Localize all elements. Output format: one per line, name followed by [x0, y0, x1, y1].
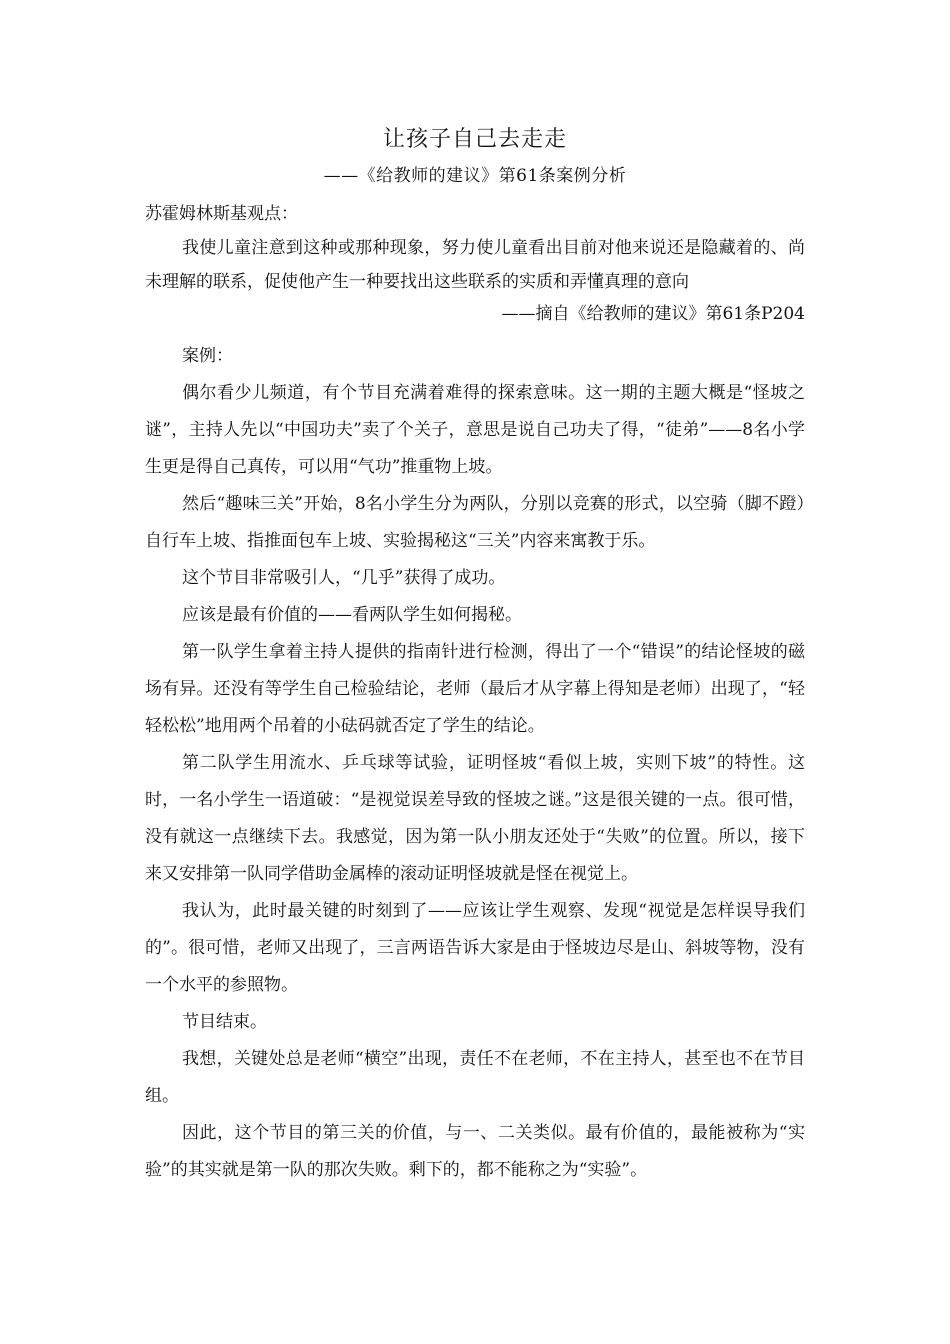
page-subtitle: ——《给教师的建议》第61条案例分析: [323, 166, 627, 186]
paragraph: 然后“趣味三关”开始，8名小学生分为两队，分别以竞赛的形式，以空骑（脚不蹬）自行车上坡、指推面包车上坡、实验揭秘这“三关”内容来寓教于乐。: [145, 494, 805, 551]
paragraph: 节目结束。: [182, 1012, 267, 1032]
quote-source: ——摘自《给教师的建议》第61条P204: [501, 304, 805, 324]
paragraph: 我想，关键处总是老师“横空”出现，责任不在老师，不在主持人，甚至也不在节目组。: [145, 1049, 805, 1106]
paragraph: 第一队学生拿着主持人提供的指南针进行检测，得出了一个“错误”的结论怪坡的磁场有异。还没有等学生自己检验结论，老师（最后才从字幕上得知是老师）出现了，“轻轻松松”地用两个吊着的小砝码就否定了学生的结论。: [145, 642, 805, 736]
body-text: [145, 338, 805, 1189]
paragraph: 案例：: [182, 346, 233, 366]
paragraph: 这个节目非常吸引人，“几乎”获得了成功。: [182, 568, 506, 588]
viewpoint-label: 苏霍姆林斯基观点：: [145, 204, 298, 224]
paragraph: 我认为，此时最关键的时刻到了——应该让学生观察、发现“视觉是怎样误导我们的”。很可惜，老师又出现了，三言两语告诉大家是由于怪坡边尽是山、斜坡等物，没有一个水平的参照物。: [145, 901, 805, 995]
paragraph: 因此，这个节目的第三关的价值，与一、二关类似。最有价值的，最能被称为“实验”的其实就是第一队的那次失败。剩下的，都不能称之为“实验”。: [145, 1123, 805, 1180]
paragraph: 应该是最有价值的——看两队学生如何揭秘。: [182, 605, 522, 625]
quote-text: 我使儿童注意到这种或那种现象，努力使儿童看出目前对他来说还是隐藏着的、尚未理解的联系，促使他产生一种要找出这些联系的实质和弄懂真理的意向: [145, 238, 805, 292]
paragraph: 第二队学生用流水、乒乓球等试验，证明怪坡“看似上坡，实则下坡”的特性。这时，一名小学生一语道破：“是视觉误差导致的怪坡之谜。”这是很关键的一点。很可惜，没有就这一点继续下去。我感觉，因为第一队小朋友还处于“失败”的位置。所以，接下来又安排第一队同学借助金属棒的滚动证明怪坡就是怪在视觉上。: [145, 753, 805, 884]
page-title: 让孩子自己去走走: [382, 127, 567, 152]
paragraph: 偶尔看少儿频道，有个节目充满着难得的探索意味。这一期的主题大概是“怪坡之谜”，主持人先以“中国功夫”卖了个关子，意思是说自己功夫了得，“徒弟”——8名小学生更是得自己真传，可以用“气功”推重物上坡。: [145, 383, 805, 477]
